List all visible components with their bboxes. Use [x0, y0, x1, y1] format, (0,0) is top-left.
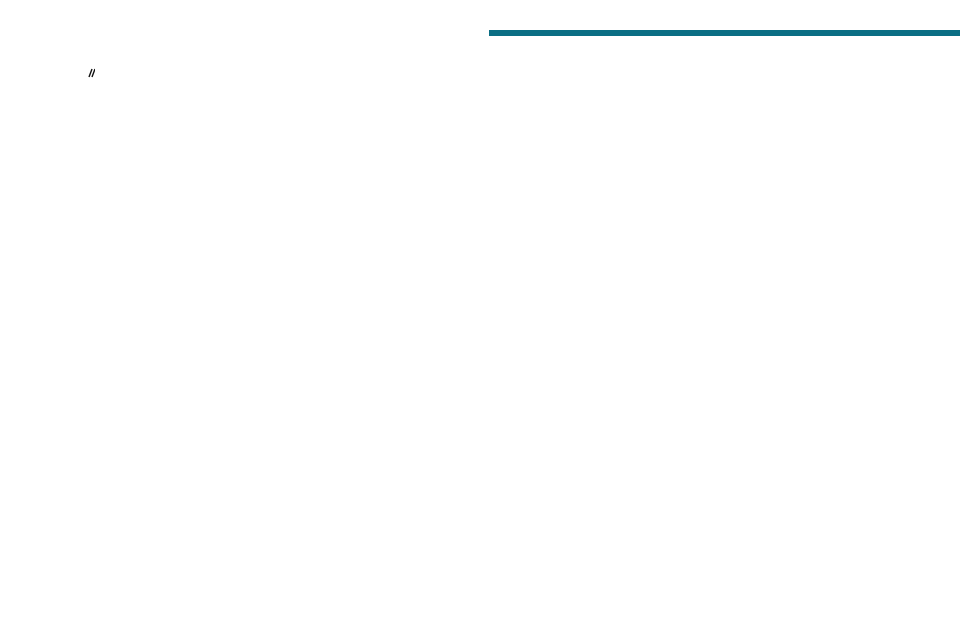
src-button-icon — [74, 66, 108, 80]
header-rule — [489, 30, 960, 36]
column-1 — [74, 58, 342, 75]
source-instruction — [74, 58, 342, 75]
